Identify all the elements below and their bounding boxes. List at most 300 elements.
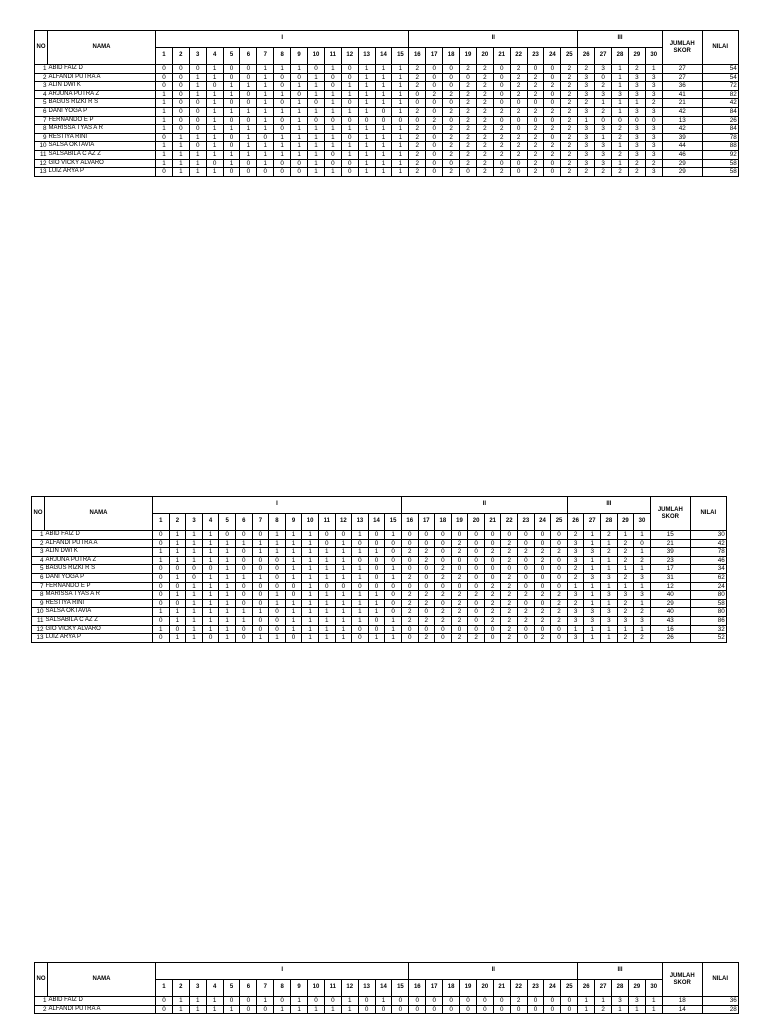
score-cell: 1 [634,582,651,591]
score-cell: 0 [235,556,252,565]
score-cell: 0 [240,1005,257,1014]
score-cell: 0 [206,82,223,91]
score-cell: 0 [451,625,468,634]
score-cell: 1 [257,125,274,134]
score-cell: 1 [189,1005,206,1014]
row-number: 4 [32,556,45,565]
table-row [32,539,727,548]
score-cell: 3 [612,90,629,99]
score-cell: 1 [385,573,402,582]
score-cell: 0 [202,565,219,574]
score-cell: 1 [335,556,352,565]
score-cell: 0 [484,539,501,548]
header-question-number: 3 [189,48,206,65]
score-cell: 2 [460,150,477,159]
header-question-number: 6 [240,980,257,997]
score-cell: 1 [257,142,274,151]
score-cell: 0 [544,99,561,108]
header-question-number: 21 [484,514,501,531]
score-cell: 0 [240,99,257,108]
score-cell: 0 [206,159,223,168]
jumlah-skor-cell: 31 [650,573,690,582]
score-cell: 0 [156,82,173,91]
score-cell: 0 [460,73,477,82]
header-question-number: 18 [443,980,460,997]
score-cell: 1 [628,1005,645,1014]
score-cell: 2 [501,548,518,557]
score-cell: 2 [510,150,527,159]
score-cell: 0 [274,159,291,168]
score-cell: 2 [443,107,460,116]
score-cell: 3 [578,142,595,151]
score-cell: 1 [567,582,584,591]
score-cell: 1 [352,608,369,617]
score-cell: 0 [352,582,369,591]
score-cell: 1 [392,73,409,82]
score-cell: 1 [172,150,189,159]
header-question-number: 2 [169,514,186,531]
nilai-cell: 72 [702,82,738,91]
score-cell: 1 [223,107,240,116]
score-cell: 1 [202,591,219,600]
score-cell: 2 [617,573,634,582]
score-cell: 2 [595,168,612,177]
header-question-number: 3 [186,514,203,531]
row-number: 12 [35,159,48,168]
score-cell: 0 [493,159,510,168]
score-cell: 1 [206,150,223,159]
score-cell: 2 [561,150,578,159]
score-cell: 2 [460,90,477,99]
score-cell: 0 [172,107,189,116]
score-cell: 1 [308,133,325,142]
score-cell: 3 [567,608,584,617]
score-cell: 0 [240,116,257,125]
header-question-number: 15 [392,48,409,65]
score-cell: 1 [219,599,236,608]
score-cell: 1 [308,107,325,116]
score-cell: 1 [189,90,206,99]
score-cell: 1 [235,539,252,548]
score-cell: 0 [409,1005,426,1014]
row-number: 1 [32,531,45,540]
score-cell: 0 [468,556,485,565]
score-cell: 1 [318,616,335,625]
score-cell: 1 [358,65,375,74]
score-cell: 0 [493,65,510,74]
score-cell: 0 [510,99,527,108]
score-cell: 0 [308,997,325,1006]
score-cell: 0 [443,73,460,82]
score-cell: 1 [172,997,189,1006]
score-cell: 1 [302,599,319,608]
score-cell: 1 [172,1005,189,1014]
score-cell: 1 [341,1005,358,1014]
header-question-number: 2 [172,980,189,997]
score-cell: 1 [318,556,335,565]
table-row [32,634,727,643]
score-cell: 1 [358,150,375,159]
score-cell: 1 [302,573,319,582]
score-cell: 1 [202,556,219,565]
score-cell: 0 [274,99,291,108]
score-cell: 1 [368,599,385,608]
header-question-number: 30 [645,48,662,65]
header-question-number: 30 [634,514,651,531]
score-cell: 1 [352,565,369,574]
score-cell: 0 [484,573,501,582]
score-cell: 0 [426,133,443,142]
score-cell: 1 [595,997,612,1006]
score-cell: 1 [257,107,274,116]
score-cell: 2 [451,599,468,608]
score-cell: 3 [595,150,612,159]
score-cell: 0 [484,625,501,634]
header-question-number: 28 [612,980,629,997]
header-question-number: 23 [518,514,535,531]
row-number: 7 [32,582,45,591]
table-row [35,73,739,82]
score-cell: 1 [269,634,286,643]
score-cell: 1 [318,573,335,582]
score-cell: 1 [335,616,352,625]
score-cell: 0 [468,582,485,591]
score-cell: 1 [302,608,319,617]
score-cell: 1 [252,634,269,643]
header-question-number: 1 [153,514,170,531]
header-question-number: 28 [601,514,618,531]
score-cell: 0 [518,582,535,591]
score-cell: 0 [443,1005,460,1014]
score-cell: 0 [352,625,369,634]
score-cell: 1 [202,608,219,617]
score-cell: 1 [601,625,618,634]
score-cell: 1 [291,142,308,151]
score-cell: 0 [341,65,358,74]
score-cell: 0 [551,634,568,643]
score-cell: 0 [544,159,561,168]
score-cell: 2 [612,133,629,142]
score-cell: 1 [189,73,206,82]
score-cell: 2 [418,599,435,608]
score-cell: 1 [318,565,335,574]
score-cell: 1 [153,548,170,557]
score-cell: 1 [257,997,274,1006]
score-cell: 1 [153,625,170,634]
jumlah-skor-cell: 17 [650,565,690,574]
header-question-number: 17 [426,980,443,997]
score-cell: 1 [291,65,308,74]
score-cell: 2 [601,531,618,540]
jumlah-skor-cell: 44 [662,142,702,151]
header-question-number: 29 [617,514,634,531]
score-cell: 0 [527,1005,544,1014]
score-cell: 2 [435,565,452,574]
score-cell: 1 [335,591,352,600]
score-cell: 1 [617,565,634,574]
score-cell: 1 [308,90,325,99]
score-cell: 0 [153,573,170,582]
score-cell: 2 [460,116,477,125]
score-cell: 0 [235,625,252,634]
score-cell: 0 [484,634,501,643]
score-cell: 2 [561,159,578,168]
score-cell: 0 [392,1005,409,1014]
score-cell: 0 [235,582,252,591]
score-cell: 1 [308,168,325,177]
header-question-number: 2 [172,48,189,65]
score-cell: 1 [358,159,375,168]
header-question-number: 23 [527,980,544,997]
score-cell: 0 [324,159,341,168]
score-cell: 0 [544,116,561,125]
score-cell: 0 [153,531,170,540]
score-cell: 0 [510,168,527,177]
score-cell: 1 [375,150,392,159]
nilai-cell: 26 [702,116,738,125]
score-cell: 1 [206,90,223,99]
score-cell: 1 [219,539,236,548]
header-question-number: 10 [302,514,319,531]
score-cell: 2 [484,582,501,591]
jumlah-skor-cell: 12 [650,582,690,591]
header-question-number: 24 [544,980,561,997]
score-cell: 1 [324,142,341,151]
header-question-number: 12 [341,980,358,997]
score-cell: 1 [302,565,319,574]
score-cell: 1 [617,531,634,540]
score-cell: 1 [324,1005,341,1014]
score-cell: 0 [468,548,485,557]
score-cell: 0 [269,582,286,591]
table-row [35,107,739,116]
jumlah-skor-cell: 14 [662,1005,702,1014]
header-question-number: 18 [443,48,460,65]
score-cell: 3 [628,142,645,151]
score-cell: 2 [617,548,634,557]
score-cell: 1 [269,539,286,548]
score-cell: 1 [392,168,409,177]
score-cell: 0 [426,168,443,177]
row-number: 3 [32,548,45,557]
score-cell: 1 [206,997,223,1006]
score-cell: 1 [240,150,257,159]
score-table [34,30,739,177]
score-cell: 1 [358,99,375,108]
header-question-number: 13 [352,514,369,531]
score-cell: 1 [612,142,629,151]
score-cell: 2 [518,591,535,600]
header-question-number: 14 [375,980,392,997]
score-cell: 0 [274,125,291,134]
header-question-number: 5 [223,980,240,997]
header-question-number: 24 [534,514,551,531]
score-cell: 2 [518,548,535,557]
score-cell: 3 [595,125,612,134]
jumlah-skor-cell: 21 [662,99,702,108]
score-cell: 2 [561,99,578,108]
score-cell: 0 [493,82,510,91]
score-cell: 0 [358,1005,375,1014]
score-cell: 0 [418,625,435,634]
score-cell: 2 [561,142,578,151]
score-cell: 2 [476,142,493,151]
header-no: NO [35,31,48,65]
score-cell: 1 [169,548,186,557]
score-cell: 0 [401,539,418,548]
score-cell: 0 [240,65,257,74]
score-cell: 0 [156,168,173,177]
score-cell: 0 [219,531,236,540]
header-question-number: 20 [468,514,485,531]
score-cell: 0 [269,565,286,574]
score-cell: 1 [186,548,203,557]
header-question-number: 20 [476,980,493,997]
score-cell: 1 [156,90,173,99]
score-cell: 0 [318,531,335,540]
score-cell: 0 [235,634,252,643]
score-cell: 0 [269,556,286,565]
score-cell: 2 [451,634,468,643]
score-cell: 1 [601,634,618,643]
score-cell: 2 [595,1005,612,1014]
table-row [35,150,739,159]
score-cell: 1 [584,634,601,643]
header-no: NO [35,963,48,997]
score-cell: 1 [358,133,375,142]
score-cell: 0 [476,1005,493,1014]
table-row [35,142,739,151]
score-cell: 0 [341,159,358,168]
score-cell: 2 [418,634,435,643]
jumlah-skor-cell: 43 [650,616,690,625]
row-number: 12 [32,625,45,634]
row-number: 6 [35,107,48,116]
header-question-number: 22 [510,48,527,65]
score-cell: 0 [551,531,568,540]
jumlah-skor-cell: 40 [650,608,690,617]
score-cell: 3 [595,142,612,151]
header-question-number: 14 [368,514,385,531]
score-cell: 2 [451,591,468,600]
score-cell: 1 [358,73,375,82]
table-row [32,531,727,540]
score-cell: 2 [634,634,651,643]
score-table [31,496,727,643]
score-cell: 2 [595,82,612,91]
score-cell: 3 [578,82,595,91]
row-number: 3 [35,82,48,91]
score-cell: 0 [426,997,443,1006]
score-cell: 2 [561,82,578,91]
score-cell: 1 [169,634,186,643]
score-cell: 0 [534,582,551,591]
score-cell: 2 [435,608,452,617]
header-question-number: 8 [274,980,291,997]
score-cell: 3 [601,616,618,625]
score-cell: 1 [324,168,341,177]
score-cell: 2 [634,556,651,565]
score-cell: 2 [501,634,518,643]
score-cell: 1 [223,90,240,99]
table-row [35,159,739,168]
header-question-number: 19 [460,48,477,65]
header-section-1: I [156,963,409,980]
score-cell: 2 [551,591,568,600]
score-cell: 1 [252,573,269,582]
score-cell: 1 [291,1005,308,1014]
score-cell: 0 [493,116,510,125]
score-cell: 2 [578,99,595,108]
score-cell: 1 [584,591,601,600]
score-cell: 2 [561,65,578,74]
score-cell: 0 [274,73,291,82]
header-question-number: 13 [358,980,375,997]
score-cell: 1 [169,539,186,548]
score-cell: 0 [257,168,274,177]
score-cell: 3 [601,573,618,582]
score-cell: 2 [468,591,485,600]
score-cell: 1 [368,548,385,557]
score-cell: 1 [392,133,409,142]
score-table [34,962,739,1014]
student-name: GIO VICKY ALVARO [45,625,153,634]
score-cell: 0 [172,99,189,108]
score-cell: 2 [401,573,418,582]
score-cell: 1 [578,997,595,1006]
header-question-number: 14 [375,48,392,65]
score-cell: 0 [223,65,240,74]
header-question-number: 26 [567,514,584,531]
score-cell: 1 [612,65,629,74]
score-cell: 0 [189,99,206,108]
table-row [32,591,727,600]
score-cell: 0 [153,599,170,608]
score-cell: 0 [435,556,452,565]
header-question-number: 26 [578,980,595,997]
score-cell: 0 [435,582,452,591]
score-cell: 1 [202,582,219,591]
score-cell: 0 [443,99,460,108]
header-section-3: III [578,31,662,48]
score-cell: 1 [612,73,629,82]
score-cell: 2 [426,116,443,125]
score-cell: 0 [468,539,485,548]
score-cell: 0 [418,531,435,540]
score-cell: 0 [468,565,485,574]
header-question-number: 29 [628,980,645,997]
score-cell: 1 [202,539,219,548]
score-cell: 1 [291,150,308,159]
score-cell: 0 [223,142,240,151]
score-cell: 1 [392,99,409,108]
score-cell: 0 [401,634,418,643]
score-cell: 0 [156,73,173,82]
score-cell: 2 [510,90,527,99]
table-row [35,997,739,1006]
jumlah-skor-cell: 15 [650,531,690,540]
score-cell: 2 [418,548,435,557]
score-cell: 2 [443,150,460,159]
score-cell: 3 [567,616,584,625]
score-cell: 1 [202,625,219,634]
score-cell: 0 [169,599,186,608]
score-cell: 1 [302,548,319,557]
score-cell: 0 [385,582,402,591]
score-cell: 3 [628,125,645,134]
score-cell: 2 [544,82,561,91]
score-cell: 2 [645,159,662,168]
